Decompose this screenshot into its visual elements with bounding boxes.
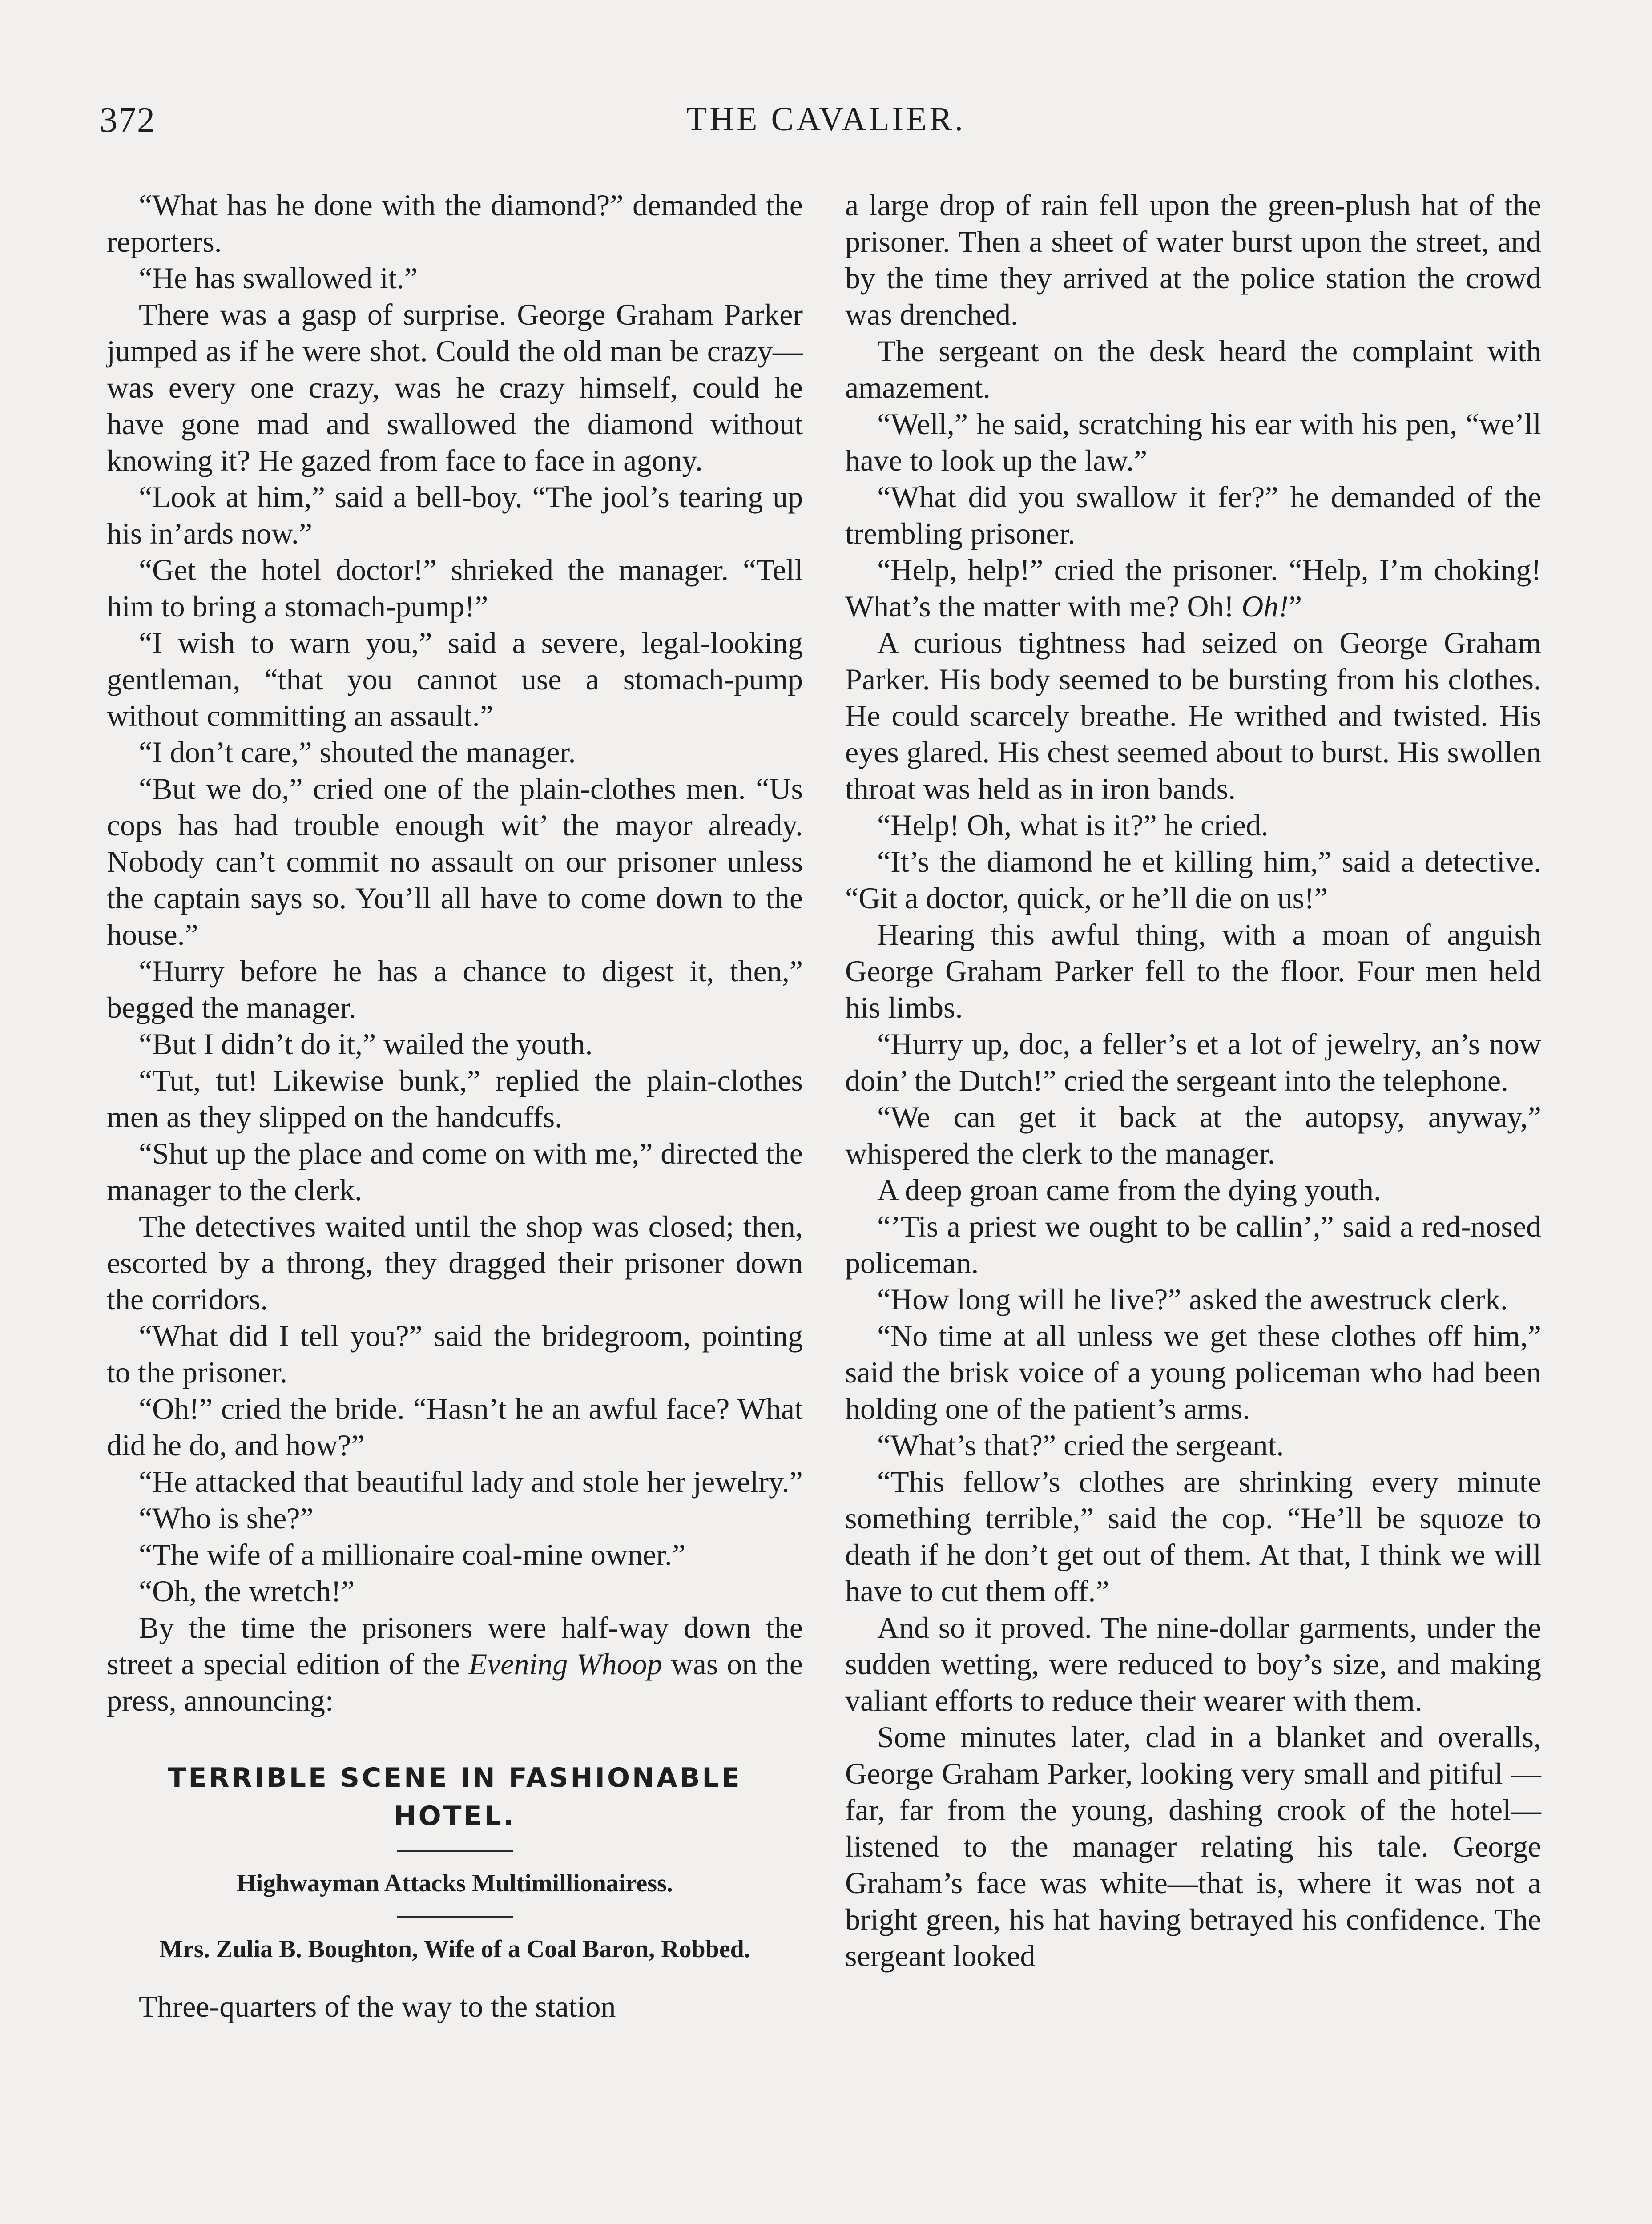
- choking-paragraph: [845, 552, 1541, 624]
- whoop-paragraph: [107, 1609, 803, 1719]
- text-run: ”: [1289, 589, 1302, 623]
- paragraph: “It’s the diamond he et killing him,” said a detective. “Git a doctor, quick, or he’ll die on us!”: [845, 845, 1541, 915]
- paragraph: “Well,” he said, scratching his ear with his pen, “we’ll have to look up the law.”: [845, 407, 1541, 477]
- paragraph: “’Tis a priest we ought to be callin’,” said a red-nosed policeman.: [845, 1209, 1541, 1280]
- paragraph: Some minutes later, clad in a blanket and overalls, George Graham Parker, looking very small and pitiful — far, far from the young, dashing crook of the hotel—listened to the manager relating his tale. George Graham’s face was white—that is, where it was not a bright green, his hat having betrayed his confidence. The sergeant looked: [845, 1720, 1541, 1973]
- paragraph: “We can get it back at the autopsy, anyway,” whispered the clerk to the manager.: [845, 1100, 1541, 1170]
- paragraph: “What did you swallow it fer?” he demanded of the trembling prisoner.: [845, 480, 1541, 550]
- newspaper-name: Evening Whoop: [468, 1647, 662, 1681]
- paragraph: “What’s that?” cried the sergeant.: [877, 1428, 1284, 1462]
- paragraph: “What has he done with the diamond?” demanded the reporters.: [107, 188, 803, 258]
- paragraph: “This fellow’s clothes are shrinking every minute something terrible,” said the cop. “He’ll be squoze to death if he don’t get out of them. At that, I think we will have to cut them off.”: [845, 1465, 1541, 1608]
- paragraph: Hearing this awful thing, with a moan of anguish George Graham Parker fell to the floor. Four men held his limbs.: [845, 918, 1541, 1024]
- paragraph: “He attacked that beautiful lady and stole her jewelry.”: [139, 1465, 803, 1499]
- continued-paragraph: a large drop of rain fell upon the green-plush hat of the prisoner. Then a sheet of water burst upon the street, and by the time they arrived at the police station the crowd was drenched.: [845, 188, 1541, 331]
- running-title: THE CAVALIER.: [686, 101, 966, 138]
- newspaper-headline: TERRIBLE SCENE IN FASHIONABLE HOTEL.: [168, 1762, 742, 1832]
- paragraph: “I don’t care,” shouted the manager.: [139, 735, 576, 769]
- paragraph: “The wife of a millionaire coal-mine owner.”: [139, 1538, 686, 1571]
- newspaper-subhead: Mrs. Zulia B. Boughton, Wife of a Coal Baron, Robbed.: [159, 1935, 750, 1963]
- paragraph: “Oh, the wretch!”: [139, 1574, 355, 1608]
- divider-rule: [397, 1850, 513, 1852]
- text-run: By the time the prisoners were half-way down the street a special edition of the: [107, 1611, 803, 1681]
- left-column: [107, 187, 803, 2025]
- paragraph: “No time at all unless we get these clothes off him,” said the brisk voice of a young policeman who had been holding one of the patient’s arms.: [845, 1319, 1541, 1426]
- paragraph: “Tut, tut! Likewise bunk,” replied the plain-clothes men as they slipped on the handcuffs.: [107, 1064, 803, 1134]
- paragraph: “He has swallowed it.”: [139, 261, 418, 295]
- paragraph: “Hurry before he has a chance to digest it, then,” begged the manager.: [107, 954, 803, 1024]
- paragraph: “Shut up the place and come on with me,” directed the manager to the clerk.: [107, 1136, 803, 1207]
- page-header: [100, 100, 1552, 149]
- paragraph: The sergeant on the desk heard the complaint with amazement.: [845, 334, 1541, 404]
- paragraph: Three-quarters of the way to the station: [139, 1990, 616, 2023]
- text-run: was on the press, announcing:: [107, 1647, 803, 1717]
- newspaper-subhead: Highwayman Attacks Multimillionairess.: [237, 1869, 673, 1897]
- paragraph: A deep groan came from the dying youth.: [877, 1173, 1382, 1207]
- divider-rule: [397, 1916, 513, 1918]
- paragraph: “Who is she?”: [139, 1501, 314, 1535]
- paragraph: “Get the hotel doctor!” shrieked the manager. “Tell him to bring a stomach-pump!”: [107, 553, 803, 623]
- page-number: 372: [100, 101, 156, 140]
- text-run: “Help, help!” cried the prisoner. “Help, I’m choking! What’s the matter with me? Oh!: [845, 553, 1541, 623]
- paragraph: “Oh!” cried the bride. “Hasn’t he an awful face? What did he do, and how?”: [107, 1392, 803, 1462]
- italic-exclamation: Oh!: [1241, 589, 1289, 623]
- paragraph: “But we do,” cried one of the plain-clothes men. “Us cops has had trouble enough wit’ the mayor already. Nobody can’t commit no assault on our prisoner unless the captain says so. You’ll all have to come down to the house.”: [107, 772, 803, 951]
- paragraph: The detectives waited until the shop was closed; then, escorted by a throng, they dragged their prisoner down the corridors.: [107, 1209, 803, 1316]
- paragraph: “What did I tell you?” said the bridegroom, pointing to the prisoner.: [107, 1319, 803, 1389]
- paragraph: “Hurry up, doc, a feller’s et a lot of jewelry, an’s now doin’ the Dutch!” cried the sergeant into the telephone.: [845, 1027, 1541, 1097]
- paragraph: “How long will he live?” asked the awestruck clerk.: [877, 1282, 1508, 1316]
- paragraph: And so it proved. The nine-dollar garments, under the sudden wetting, were reduced to boy’s size, and making valiant efforts to reduce their wearer with them.: [845, 1611, 1541, 1717]
- right-column: [845, 187, 1541, 1974]
- paragraph: “I wish to warn you,” said a severe, legal-looking gentleman, “that you cannot use a stomach-pump without committing an assault.”: [107, 626, 803, 733]
- paragraph: “But I didn’t do it,” wailed the youth.: [139, 1027, 593, 1061]
- paragraph: “Help! Oh, what is it?” he cried.: [877, 808, 1269, 842]
- paragraph: “Look at him,” said a bell-boy. “The jool’s tearing up his in’ards now.”: [107, 480, 803, 550]
- paragraph: There was a gasp of surprise. George Graham Parker jumped as if he were shot. Could the old man be crazy—was every one crazy, was he crazy himself, could he have gone mad and swallowed the diamond without knowing it? He gazed from face to face in agony.: [107, 298, 803, 477]
- paragraph: A curious tightness had seized on George Graham Parker. His body seemed to be bursting from his clothes. He could scarcely breathe. He writhed and twisted. His eyes glared. His chest seemed about to burst. His swollen throat was held as in iron bands.: [845, 626, 1541, 806]
